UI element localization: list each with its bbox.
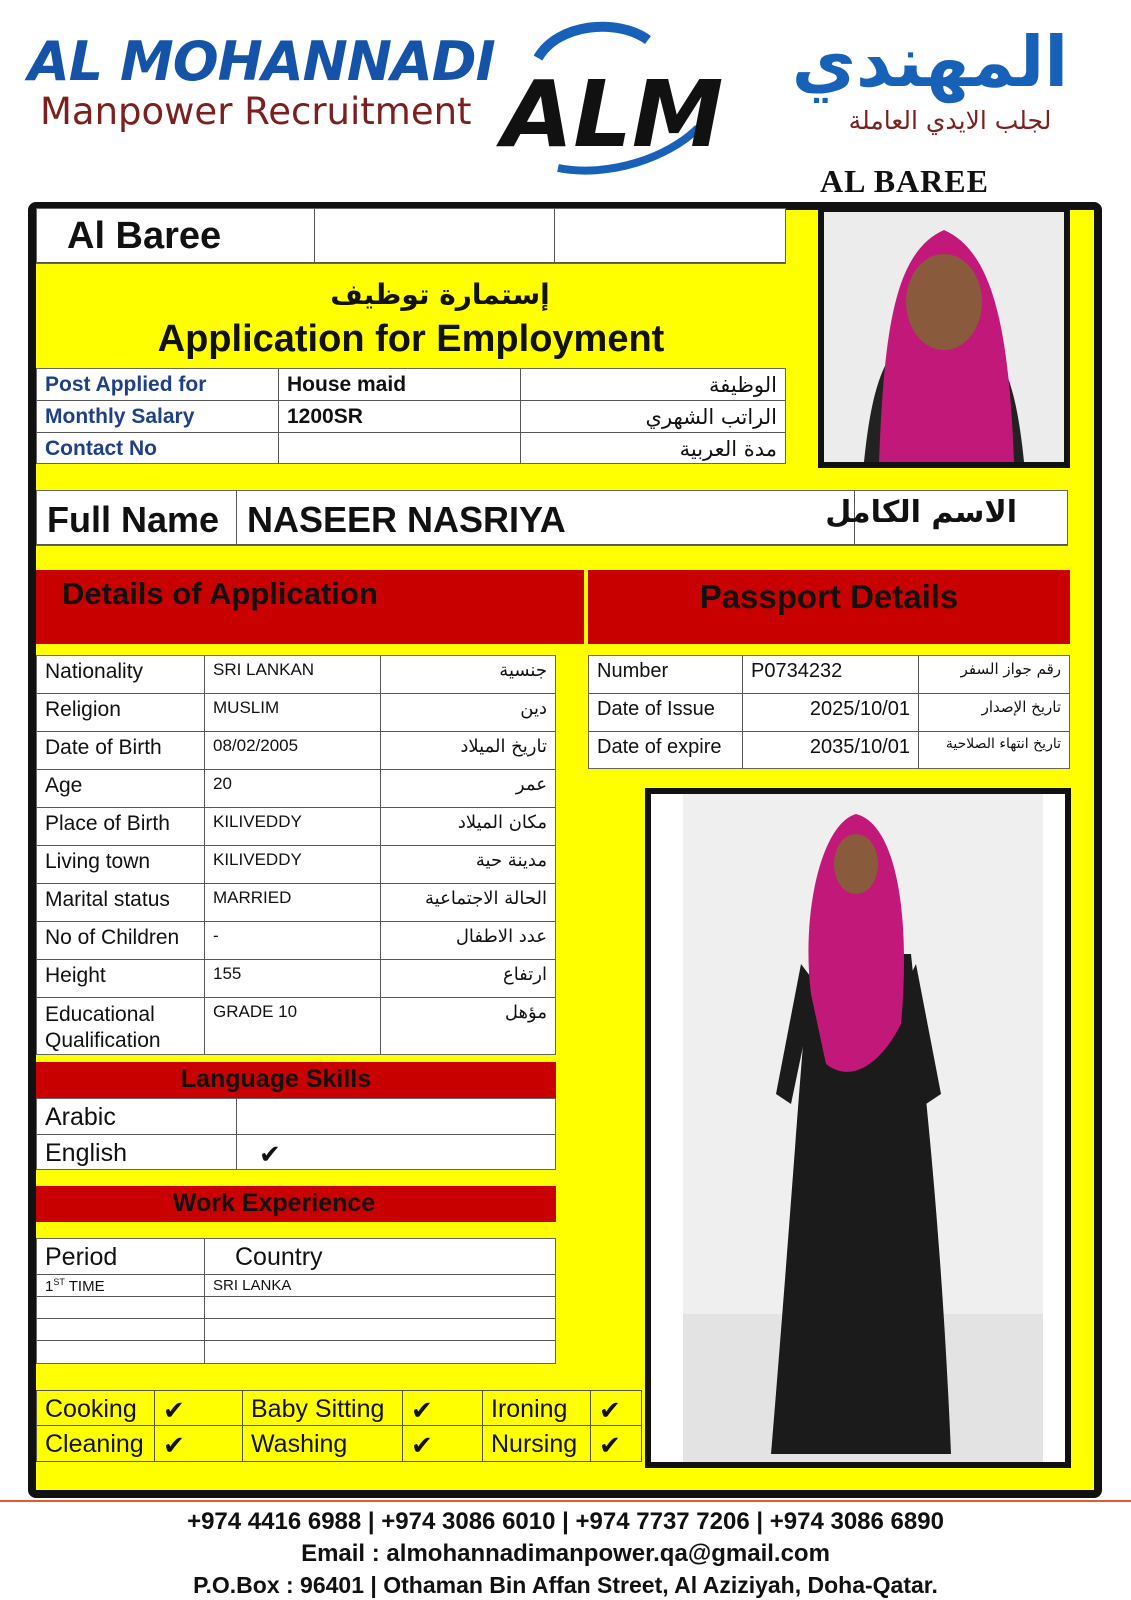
- detail-label: Height: [37, 960, 205, 998]
- work-country: SRI LANKA: [205, 1275, 555, 1297]
- contact-value: [279, 433, 521, 464]
- form-title-arabic: إستمارة توظيف: [330, 278, 550, 311]
- post-table: [36, 368, 786, 464]
- work-table: [36, 1238, 556, 1364]
- brand-subtitle: Manpower Recruitment: [40, 90, 472, 133]
- work-empty: [37, 1297, 205, 1319]
- full-name-value: NASEER NASRIYA: [237, 491, 855, 545]
- passport-label: Number: [589, 656, 743, 694]
- detail-label: Nationality: [37, 656, 205, 694]
- skill-name: Nursing: [483, 1426, 591, 1461]
- work-col-country: Country: [205, 1239, 555, 1275]
- salary-label: Monthly Salary: [37, 401, 279, 433]
- passport-expire-value: 2035/10/01: [743, 732, 919, 769]
- passport-table: [588, 655, 1070, 769]
- detail-value: 20: [205, 770, 381, 808]
- details-table: [36, 655, 556, 1055]
- language-section-title: Language Skills: [180, 1065, 372, 1093]
- logo-text: ALM: [502, 61, 724, 168]
- full-name-row: [36, 490, 1068, 546]
- detail-value: GRADE 10: [205, 998, 381, 1054]
- skill-name: Cleaning: [37, 1426, 155, 1461]
- empty-cell: [555, 209, 785, 263]
- detail-label-arabic: عدد الاطفال: [381, 922, 555, 960]
- work-period: [37, 1275, 205, 1297]
- detail-label: Marital status: [37, 884, 205, 922]
- work-period-number: 1: [45, 1278, 54, 1295]
- footer-email: Email : almohannadimanpower.qa@gmail.com: [301, 1540, 830, 1567]
- full-body-photo: [645, 788, 1071, 1468]
- detail-label: Living town: [37, 846, 205, 884]
- work-section-header: [36, 1186, 556, 1222]
- work-empty: [37, 1341, 205, 1364]
- footer-divider: [0, 1500, 1131, 1502]
- agency-name: AL BAREE: [820, 163, 989, 199]
- language-check-arabic: [237, 1099, 555, 1135]
- skill-check: ✔: [599, 1430, 621, 1460]
- passport-issue-value: 2025/10/01: [743, 694, 919, 732]
- full-name-label: Full Name: [37, 491, 237, 545]
- detail-value: MARRIED: [205, 884, 381, 922]
- detail-label-arabic: الحالة الاجتماعية: [381, 884, 555, 922]
- detail-label: Age: [37, 770, 205, 808]
- work-col-period: Period: [37, 1239, 205, 1275]
- passport-label-arabic: تاريخ انتهاء الصلاحية: [945, 736, 1061, 752]
- alm-logo: [498, 18, 738, 176]
- passport-label-arabic: رقم جواز السفر: [919, 656, 1069, 694]
- detail-value: MUSLIM: [205, 694, 381, 732]
- agency-row: [36, 208, 786, 264]
- detail-value: KILIVEDDY: [205, 808, 381, 846]
- detail-label: Date of Birth: [37, 732, 205, 770]
- work-empty: [205, 1319, 555, 1341]
- work-section-title: Work Experience: [172, 1189, 376, 1217]
- salary-value: 1200SR: [279, 401, 521, 433]
- skill-name: Baby Sitting: [243, 1391, 403, 1426]
- detail-value: KILIVEDDY: [205, 846, 381, 884]
- full-name-label-arabic: الاسم الكامل: [855, 491, 1067, 545]
- language-table: [36, 1098, 556, 1170]
- passport-label: Date of expire: [589, 732, 743, 769]
- detail-label: Religion: [37, 694, 205, 732]
- skill-check: ✔: [155, 1426, 243, 1461]
- passport-number-value: P0734232: [743, 656, 919, 694]
- detail-label: Place of Birth: [37, 808, 205, 846]
- language-section-header: [36, 1062, 556, 1098]
- detail-label-arabic: مكان الميلاد: [381, 808, 555, 846]
- passport-label-arabic: تاريخ الإصدار: [919, 694, 1069, 732]
- footer-phones: +974 4416 6988 | +974 3086 6010 | +974 7737 7206 | +974 3086 6890: [187, 1508, 944, 1535]
- language-name: English: [37, 1135, 237, 1170]
- brand-name-english: AL MOHANNADI: [28, 30, 495, 93]
- detail-label-arabic: عمر: [381, 770, 555, 808]
- detail-label-arabic: مدينة حية: [381, 846, 555, 884]
- language-name: Arabic: [37, 1099, 237, 1135]
- form-title: Application for Employment: [157, 318, 665, 360]
- skill-name: Ironing: [483, 1391, 591, 1426]
- skill-check: ✔: [403, 1426, 483, 1461]
- post-value: House maid: [279, 369, 521, 401]
- detail-label: No of Children: [37, 922, 205, 960]
- brand-name-arabic: المهندي: [791, 21, 1069, 103]
- detail-label-arabic: جنسية: [381, 656, 555, 694]
- salary-label-arabic: الراتب الشهري: [521, 401, 785, 433]
- passport-section-title: Passport Details: [699, 578, 959, 615]
- footer-address: P.O.Box : 96401 | Othaman Bin Affan Street, Al Aziziyah, Doha-Qatar.: [193, 1572, 938, 1598]
- empty-cell: [315, 209, 555, 263]
- work-period-rest: TIME: [64, 1278, 105, 1295]
- work-empty: [205, 1341, 555, 1364]
- detail-label-arabic: تاريخ الميلاد: [381, 732, 555, 770]
- skill-name: Washing: [243, 1426, 403, 1461]
- detail-value: SRI LANKAN: [205, 656, 381, 694]
- detail-label-arabic: دين: [381, 694, 555, 732]
- detail-value: 08/02/2005: [205, 732, 381, 770]
- skill-check: ✔: [403, 1391, 483, 1426]
- post-label: Post Applied for: [37, 369, 279, 401]
- skill-name: Cooking: [37, 1391, 155, 1426]
- passport-section-header: [588, 570, 1070, 644]
- skill-check: ✔: [155, 1391, 243, 1426]
- work-empty: [37, 1319, 205, 1341]
- passport-label: Date of Issue: [589, 694, 743, 732]
- contact-label-arabic: مدة العربية: [679, 437, 777, 461]
- skills-grid: [36, 1390, 642, 1462]
- detail-label: Educational Qualification: [37, 998, 205, 1054]
- detail-value: 155: [205, 960, 381, 998]
- agency-cell: Al Baree: [37, 209, 315, 263]
- detail-value: -: [205, 922, 381, 960]
- skill-check: ✔: [591, 1391, 641, 1426]
- detail-label-arabic: مؤهل: [504, 1002, 547, 1023]
- detail-label-arabic: ارتفاع: [381, 960, 555, 998]
- post-label-arabic: الوظيفة: [521, 369, 785, 401]
- contact-label: Contact No: [37, 433, 279, 464]
- portrait-photo: [818, 206, 1070, 468]
- brand-subtitle-arabic: لجلب الايدي العاملة: [848, 106, 1052, 135]
- work-period-suffix: ST: [53, 1277, 65, 1287]
- details-section-header: [36, 570, 584, 644]
- language-check-english: ✔: [259, 1139, 281, 1169]
- details-section-title: Details of Application: [62, 576, 378, 611]
- work-empty: [205, 1297, 555, 1319]
